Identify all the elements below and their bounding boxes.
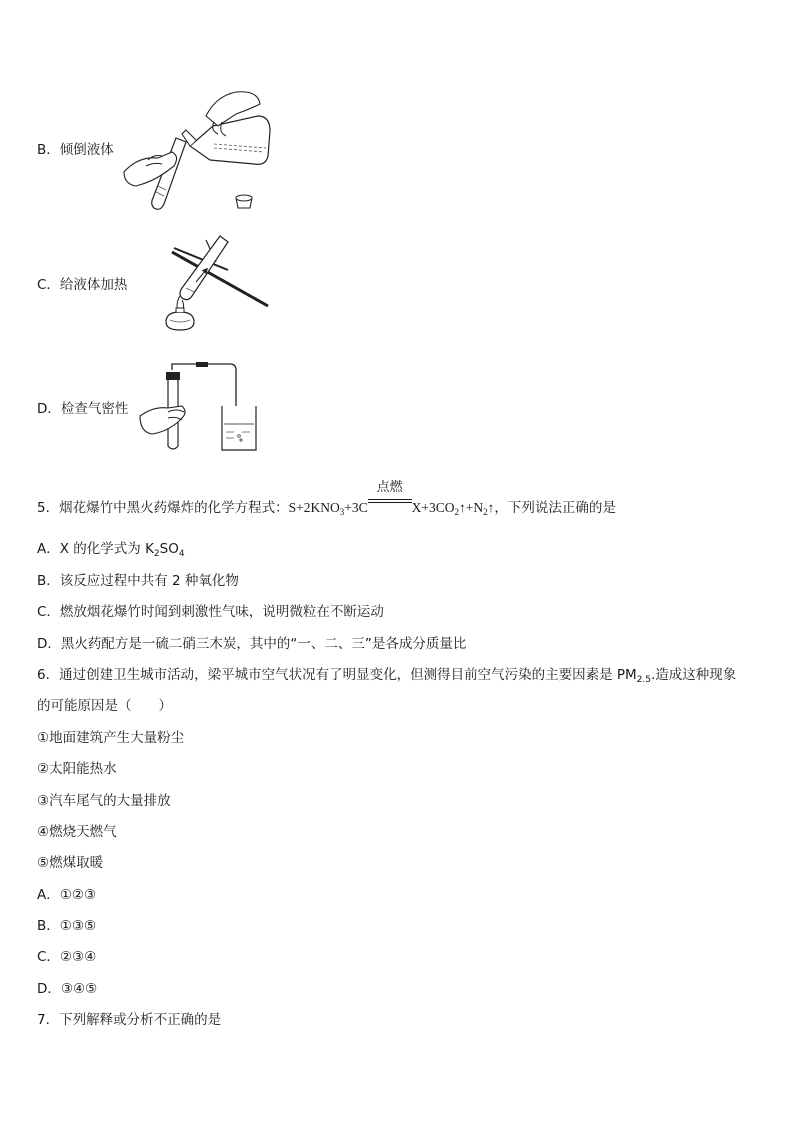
q5-option-a: [37, 540, 185, 558]
q6-stem-suffix: .造成这种现象: [651, 667, 737, 683]
eq-right-2: ↑+N: [458, 500, 484, 515]
option-d-check-airtightness: D．检查气密性: [37, 401, 129, 417]
q6-pm-sub: 2.5: [636, 675, 651, 685]
q5-stem-suffix: ，下列说法正确的是: [494, 500, 616, 516]
q6-option-b: B．①③⑤: [37, 918, 97, 934]
question-5-stem: [37, 479, 616, 517]
q6-item: ②太阳能热水: [37, 761, 117, 777]
question-6-stem-line2: 的可能原因是（ ）: [37, 698, 172, 714]
q5-option-b: B．该反应过程中共有 2 种氧化物: [37, 573, 239, 589]
question-7-stem: 7．下列解释或分析不正确的是: [37, 1012, 222, 1028]
eq-left-1: S+2KNO: [288, 500, 340, 515]
eq-right-sub1: 2: [454, 507, 459, 517]
q5-option-a-sub2: 4: [178, 549, 185, 559]
q5-option-a-mid: SO: [159, 541, 179, 557]
q6-option-d: D．③④⑤: [37, 981, 98, 997]
q6-item: ④燃烧天燃气: [37, 824, 117, 840]
q6-stem-prefix: 6．通过创建卫生城市活动，梁平城市空气状况有了明显变化，但测得目前空气污染的主要因素是 PM: [37, 667, 637, 683]
reaction-condition: [368, 479, 412, 512]
option-c-heating-liquid: C．给液体加热: [37, 277, 128, 293]
eq-right-sub2: 2: [483, 507, 488, 517]
option-b-pouring-liquid: B．倾倒液体: [37, 142, 114, 158]
eq-left-2: +3C: [344, 500, 368, 515]
q6-item: ③汽车尾气的大量排放: [37, 793, 171, 809]
q5-option-d: D．黑火药配方是一硫二硝三木炭，其中的“一、二、三”是各成分质量比: [37, 636, 467, 652]
eq-right-1: X+3CO: [411, 500, 455, 515]
q5-option-a-prefix: A．X 的化学式为 K: [37, 541, 154, 557]
air-tightness-figure: [138, 362, 268, 454]
question-6-stem-line1: [37, 666, 736, 684]
q5-stem-prefix: 5．烟花爆竹中黑火药爆炸的化学方程式：: [37, 500, 289, 516]
q6-option-c: C．②③④: [37, 949, 97, 965]
q6-item: ⑤燃煤取暖: [37, 855, 104, 871]
q5-option-c: C．燃放烟花爆竹时闻到刺激性气味，说明微粒在不断运动: [37, 604, 384, 620]
eq-right-3: ↑: [487, 500, 495, 515]
q6-option-a: A．①②③: [37, 887, 97, 903]
q6-item: ①地面建筑产生大量粉尘: [37, 730, 185, 746]
eq-left-sub1: 3: [339, 507, 345, 517]
q5-equation: [288, 479, 495, 517]
condition-text: 点燃: [376, 479, 403, 494]
pouring-liquid-figure: [118, 86, 288, 216]
heating-liquid-figure: [158, 230, 270, 338]
q5-option-a-sub1: 2: [153, 549, 160, 559]
